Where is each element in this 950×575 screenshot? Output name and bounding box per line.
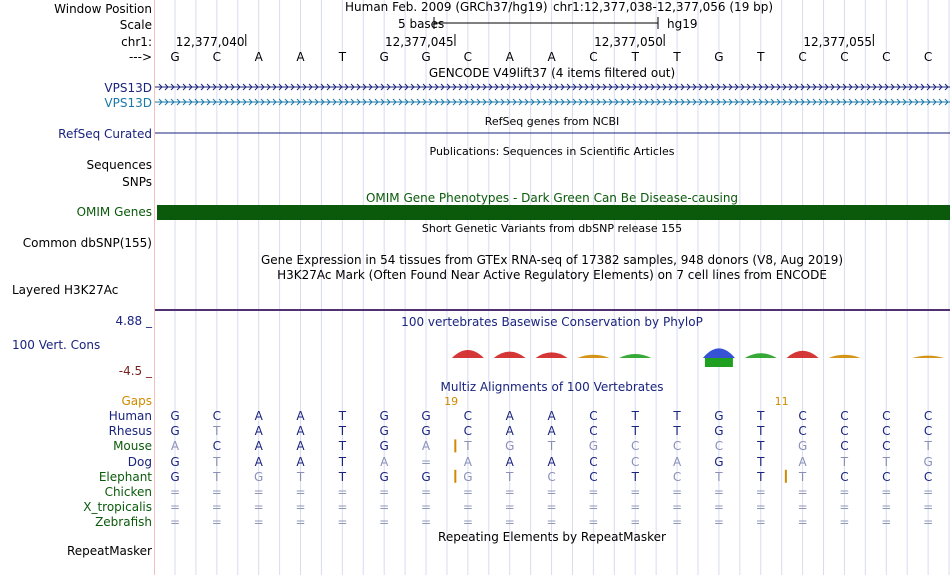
alignment-base: G — [714, 409, 724, 423]
alignment-base: = — [211, 515, 222, 530]
alignment-base: T — [757, 454, 765, 469]
scale-db-text: hg19 — [667, 17, 698, 31]
alignment-base: G — [170, 409, 180, 423]
species-label[interactable]: Mouse — [113, 439, 152, 454]
alignment-base: = — [588, 485, 599, 499]
species-label[interactable]: Rhesus — [108, 424, 152, 439]
alignment-base: C — [463, 424, 473, 439]
alignment-base: = — [253, 485, 264, 499]
ruler-tick-label: 12,377,050 — [594, 35, 663, 49]
gap-count: 11 — [774, 395, 789, 408]
alignment-base: A — [505, 424, 514, 439]
gaps-label[interactable]: Gaps — [121, 394, 152, 408]
alignment-base: = — [462, 485, 473, 499]
alignment-base: G — [421, 409, 431, 423]
alignment-base: = — [630, 515, 641, 530]
alignment-base: = — [713, 515, 724, 530]
species-label[interactable]: Chicken — [104, 485, 152, 499]
species-label[interactable]: X_tropicalis — [83, 500, 152, 515]
alignment-base: = — [337, 485, 348, 499]
alignment-base: C — [882, 469, 891, 484]
alignment-base: C — [840, 424, 849, 439]
alignment-base: T — [715, 469, 723, 484]
alignment-base: A — [421, 439, 431, 454]
repeatmasker-track-title: Repeating Elements by RepeatMasker — [438, 530, 666, 544]
alignment-base: T — [757, 409, 765, 423]
scale-bar-text: 5 bases — [398, 17, 445, 31]
alignment-base: C — [840, 409, 849, 423]
alignment-base: = — [253, 500, 264, 515]
alignment-base: = — [672, 500, 683, 515]
alignment-base: = — [630, 485, 641, 499]
alignment-base: C — [589, 454, 598, 469]
alignment-base: T — [882, 454, 890, 469]
alignment-base: C — [923, 469, 933, 484]
alignment-base: = — [337, 515, 348, 530]
alignment-base: A — [463, 454, 472, 469]
conservation-logo-mark — [705, 358, 733, 367]
alignment-base: = — [923, 500, 934, 515]
alignment-base: T — [840, 454, 849, 469]
ruler-tick-label: 12,377,055 — [803, 35, 873, 49]
alignment-base: = — [713, 485, 724, 499]
snps-label[interactable]: SNPs — [122, 175, 152, 189]
genome-base: C — [798, 50, 807, 64]
omim-gene-bar — [157, 205, 950, 220]
alignment-base: A — [505, 454, 514, 469]
alignment-base: = — [379, 515, 390, 530]
h3k27ac-track-title: H3K27Ac Mark (Often Found Near Active Regulatory Elements) on 7 cell lines from ENCODE — [277, 268, 827, 282]
alignment-base: C — [589, 424, 598, 439]
alignment-base: A — [505, 409, 514, 423]
alignment-base: T — [338, 409, 347, 423]
alignment-base: = — [630, 500, 641, 515]
genome-base: C — [463, 50, 473, 64]
alignment-base: = — [253, 515, 264, 530]
alignment-base: = — [546, 485, 557, 499]
alignment-base: A — [672, 454, 682, 469]
alignment-base: G — [379, 424, 389, 439]
alignment-base: C — [631, 454, 640, 469]
alignment-base: T — [213, 424, 221, 439]
alignment-base: A — [296, 424, 305, 439]
alignment-base: G — [463, 469, 473, 484]
alignment-base: = — [295, 485, 306, 499]
window-position-label: Window Position — [54, 2, 152, 16]
species-label[interactable]: Zebrafish — [95, 515, 152, 530]
alignment-base: A — [254, 454, 263, 469]
alignment-base: = — [421, 500, 432, 515]
dbsnp-track-desc: Short Genetic Variants from dbSNP release 155 — [421, 222, 683, 235]
vert-cons-label[interactable]: 100 Vert. Cons — [12, 338, 101, 352]
alignment-base: T — [757, 424, 765, 439]
alignment-base: = — [755, 485, 766, 499]
conservation-logo-mark — [452, 350, 484, 358]
position-readout: chr1:12,377,038-12,377,056 (19 bp) — [553, 0, 774, 14]
alignment-base: = — [504, 515, 515, 530]
multiz-track-title: Multiz Alignments of 100 Vertebrates — [440, 380, 664, 394]
alignment-base: A — [254, 439, 263, 454]
alignment-base: T — [631, 424, 639, 439]
alignment-base: A — [798, 454, 807, 469]
layered-h3k27ac-label[interactable]: Layered H3K27Ac — [12, 283, 119, 297]
alignment-base: = — [713, 500, 724, 515]
alignment-base: T — [506, 469, 514, 484]
chromosome-label: chr1: — [121, 35, 152, 49]
scale-label: Scale — [119, 18, 152, 32]
conservation-logo-mark — [745, 353, 777, 358]
alignment-base: = — [881, 515, 892, 530]
genome-base: A — [254, 50, 263, 64]
alignment-base: C — [840, 469, 849, 484]
species-label[interactable]: Dog — [127, 454, 152, 469]
alignment-base: A — [170, 439, 180, 454]
publications-track-desc: Publications: Sequences in Scientific Articles — [429, 145, 675, 158]
alignment-base: = — [295, 500, 306, 515]
species-label[interactable]: Elephant — [98, 469, 152, 484]
alignment-base: C — [714, 439, 724, 454]
alignment-base: A — [547, 454, 556, 469]
alignment-base: = — [379, 485, 390, 499]
alignment-base: C — [923, 409, 933, 423]
alignment-base: C — [882, 439, 891, 454]
genome-base: T — [338, 50, 347, 64]
alignment-base: A — [254, 424, 263, 439]
alignment-base: G — [379, 409, 389, 423]
alignment-base: T — [757, 469, 765, 484]
refseq-curated-label[interactable]: RefSeq Curated — [58, 127, 152, 141]
alignment-base: = — [839, 485, 850, 499]
alignment-base: G — [379, 439, 389, 454]
alignment-base: A — [547, 409, 556, 423]
gene-label-vps13d-1[interactable]: VPS13D — [104, 81, 152, 95]
phylop-track-title: 100 vertebrates Basewise Conservation by PhyloP — [401, 315, 703, 329]
alignment-base: G — [714, 454, 724, 469]
alignment-base: C — [882, 409, 891, 423]
alignment-base: = — [923, 515, 934, 530]
genome-base: C — [589, 50, 598, 64]
conservation-logo-mark — [912, 356, 944, 358]
genome-base: C — [882, 50, 891, 64]
alignment-base: A — [254, 409, 263, 423]
alignment-base: G — [421, 469, 431, 484]
alignment-base: = — [588, 515, 599, 530]
alignment-base: C — [212, 409, 222, 423]
alignment-base: = — [295, 515, 306, 530]
genome-base: A — [547, 50, 556, 64]
gene-label-vps13d-2[interactable]: VPS13D — [104, 96, 152, 110]
alignment-base: A — [380, 454, 389, 469]
alignment-base: C — [463, 409, 473, 423]
conservation-logo-mark — [787, 351, 819, 358]
alignment-base: T — [673, 409, 681, 423]
genome-base: G — [714, 50, 724, 64]
strand-arrow-label: ---> — [128, 50, 152, 64]
alignment-base: G — [170, 424, 180, 439]
genome-base: T — [673, 50, 681, 64]
genome-base: T — [757, 50, 765, 64]
alignment-base: = — [797, 500, 808, 515]
alignment-base: A — [296, 439, 305, 454]
alignment-base: = — [421, 485, 432, 499]
alignment-base: T — [213, 454, 221, 469]
alignment-base: = — [421, 454, 432, 469]
gtex-track-title: Gene Expression in 54 tissues from GTEx RNA-seq of 17382 samples, 948 donors (V8, Aug 2019) — [260, 253, 844, 267]
alignment-base: C — [589, 409, 598, 423]
alignment-base: A — [296, 409, 305, 423]
alignment-base: T — [338, 424, 347, 439]
refseq-track-desc: RefSeq genes from NCBI — [484, 115, 620, 128]
alignment-base: G — [588, 439, 599, 454]
conservation-logo-mark — [828, 355, 860, 358]
alignment-base: G — [714, 424, 724, 439]
alignment-base: = — [797, 485, 808, 499]
alignment-base: = — [462, 500, 473, 515]
alignment-base: T — [673, 424, 681, 439]
alignment-base: = — [211, 500, 222, 515]
alignment-base: G — [421, 424, 431, 439]
alignment-base: T — [338, 469, 347, 484]
alignment-base: = — [797, 515, 808, 530]
alignment-base: C — [547, 469, 556, 484]
conservation-max-label: 4.88 _ — [115, 314, 152, 328]
alignment-base: = — [546, 515, 557, 530]
genome-base: A — [296, 50, 305, 64]
alignment-base: C — [631, 439, 640, 454]
alignment-base: = — [379, 500, 390, 515]
assembly-title: Human Feb. 2009 (GRCh37/hg19) — [345, 0, 548, 14]
alignment-base: C — [589, 469, 598, 484]
alignment-base: = — [462, 515, 473, 530]
alignment-base: A — [547, 424, 556, 439]
genome-base: G — [421, 50, 431, 64]
genome-base: C — [923, 50, 933, 64]
alignment-base: G — [923, 454, 933, 469]
alignment-base: = — [211, 485, 222, 499]
alignment-base: G — [797, 439, 808, 454]
alignment-base: T — [213, 469, 221, 484]
alignment-base: G — [170, 469, 180, 484]
repeatmasker-label[interactable]: RepeatMasker — [66, 544, 152, 558]
conservation-min-label: -4.5 _ — [118, 364, 152, 378]
alignment-base: T — [757, 439, 765, 454]
alignment-base: = — [839, 515, 850, 530]
species-label[interactable]: Human — [108, 409, 152, 423]
alignment-base: = — [839, 500, 850, 515]
alignment-base: = — [421, 515, 432, 530]
alignment-base: C — [840, 439, 849, 454]
alignment-base: T — [296, 469, 305, 484]
alignment-base: C — [212, 439, 222, 454]
gencode-track-title[interactable]: GENCODE V49lift37 (4 items filtered out) — [428, 66, 676, 80]
alignment-base: = — [588, 500, 599, 515]
alignment-base: T — [631, 469, 639, 484]
alignment-base: = — [337, 500, 348, 515]
omim-genes-label[interactable]: OMIM Genes — [76, 205, 152, 219]
alignment-base: T — [338, 439, 347, 454]
gap-count: 19 — [444, 395, 459, 408]
ruler-tick-label: 12,377,045 — [384, 35, 454, 49]
alignment-base: = — [504, 485, 515, 499]
alignment-base: T — [924, 439, 932, 454]
genome-base: C — [840, 50, 849, 64]
common-dbsnp-label[interactable]: Common dbSNP(155) — [22, 236, 152, 250]
genome-base: A — [505, 50, 514, 64]
alignment-base: C — [798, 424, 807, 439]
alignment-base: = — [546, 500, 557, 515]
sequences-label[interactable]: Sequences — [86, 158, 152, 172]
alignment-base: T — [464, 439, 472, 454]
genome-base: G — [379, 50, 389, 64]
conservation-logo-mark — [494, 352, 526, 358]
ruler-tick-label: 12,377,040 — [175, 35, 245, 49]
alignment-base: = — [672, 515, 683, 530]
alignment-base: = — [755, 500, 766, 515]
omim-track-title: OMIM Gene Phenotypes - Dark Green Can Be Disease-causing — [365, 191, 739, 205]
alignment-base: = — [881, 485, 892, 499]
track-image-area[interactable] — [155, 0, 950, 575]
alignment-base: C — [672, 439, 682, 454]
alignment-base: = — [672, 485, 683, 499]
alignment-base: C — [672, 469, 682, 484]
alignment-base: C — [882, 424, 891, 439]
alignment-base: = — [169, 485, 181, 499]
alignment-base: = — [169, 500, 181, 515]
conservation-logo-mark — [619, 354, 651, 358]
alignment-base: G — [379, 469, 389, 484]
alignment-base: G — [170, 454, 180, 469]
genome-base: C — [212, 50, 222, 64]
alignment-base: = — [755, 515, 766, 530]
alignment-base: C — [798, 409, 807, 423]
genome-base: G — [170, 50, 180, 64]
conservation-logo-mark — [536, 352, 568, 358]
alignment-base: T — [798, 469, 807, 484]
alignment-base: G — [505, 439, 515, 454]
alignment-base: = — [881, 500, 892, 515]
track-label-column — [0, 0, 154, 575]
alignment-base: = — [504, 500, 515, 515]
alignment-base: G — [254, 469, 264, 484]
alignment-base: T — [547, 439, 556, 454]
conservation-logo-mark — [577, 355, 609, 358]
conservation-logo-mark — [703, 348, 735, 358]
alignment-base: = — [169, 515, 181, 530]
alignment-base: A — [296, 454, 305, 469]
genome-base: T — [631, 50, 639, 64]
alignment-base: T — [338, 454, 347, 469]
alignment-base: = — [923, 485, 934, 499]
alignment-base: C — [923, 424, 933, 439]
alignment-base: T — [631, 409, 639, 423]
